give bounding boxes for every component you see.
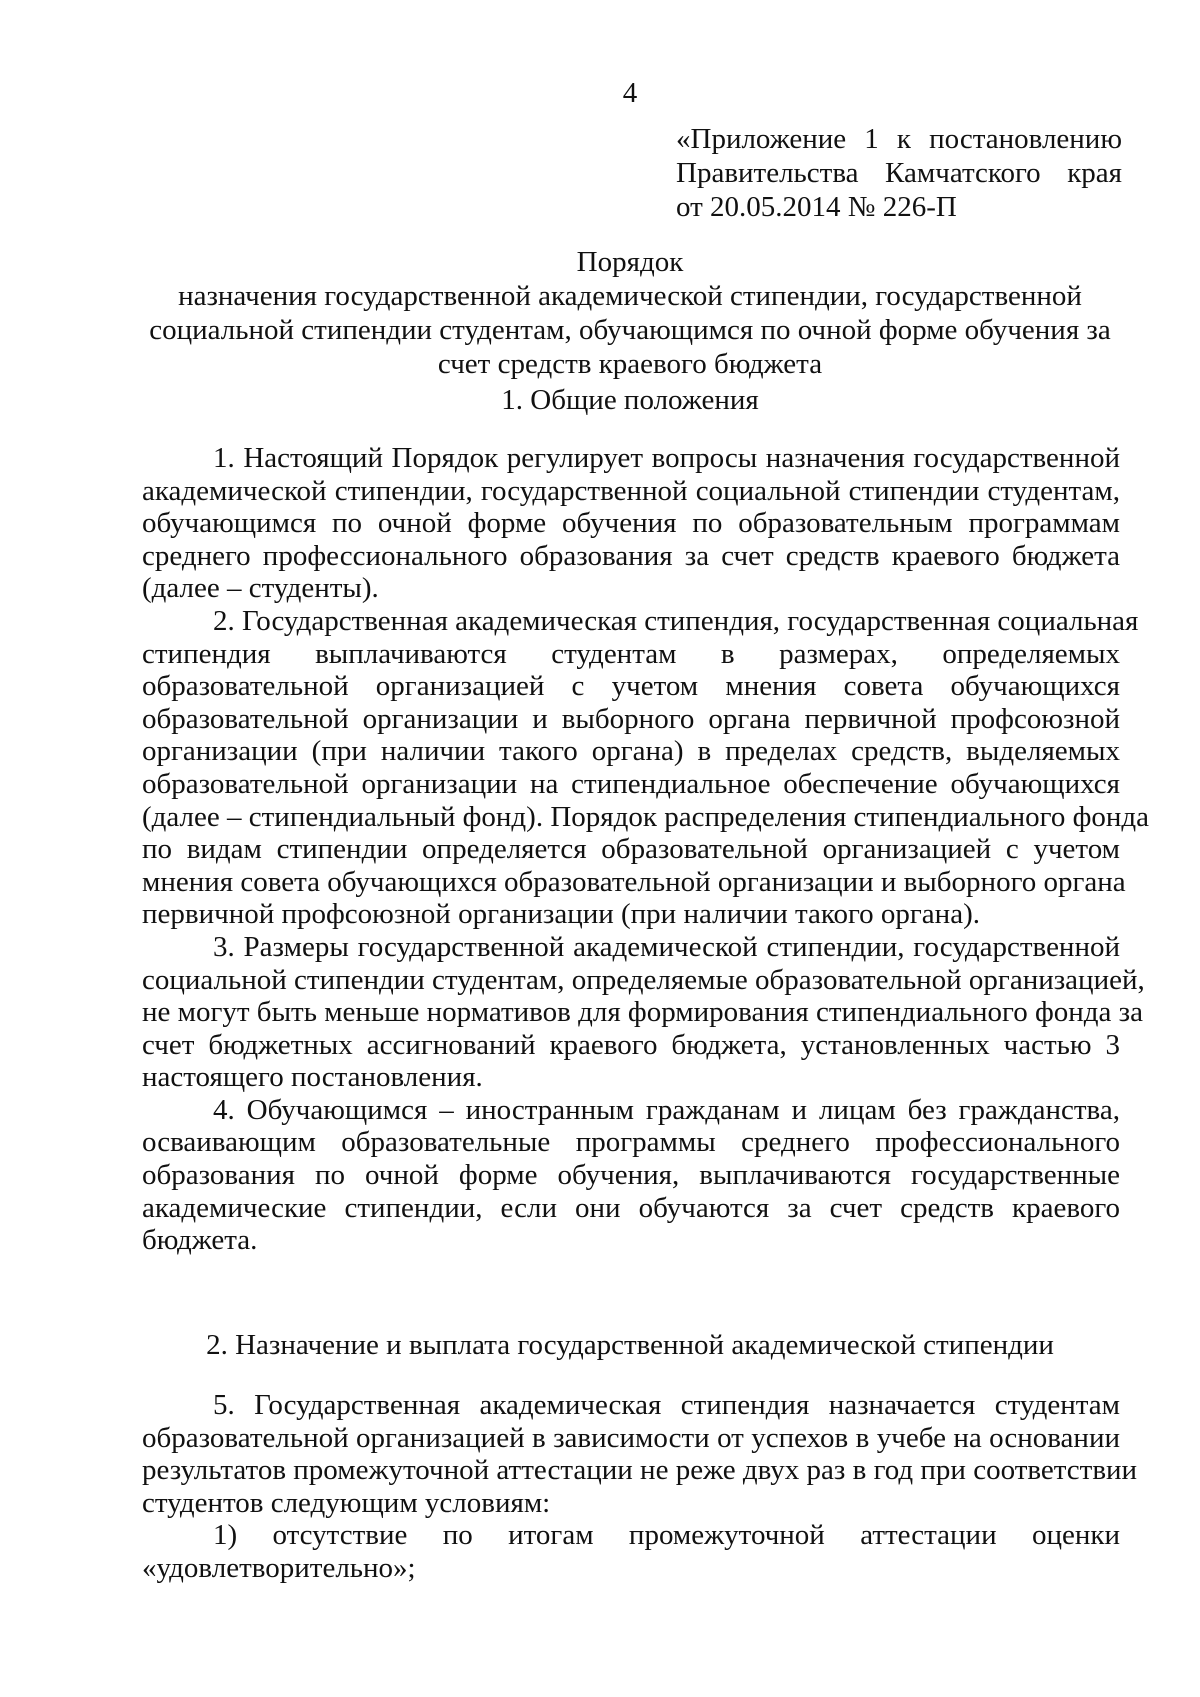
- paragraph-line: (далее – стипендиальный фонд). Порядок распределения стипендиального фонда: [142, 800, 1149, 833]
- paragraph-line: по видам стипендии определяется образовательной организацией с учетом: [142, 833, 1120, 866]
- paragraph-line: «удовлетворительно»;: [142, 1551, 416, 1584]
- paragraph-line: мнения совета обучающихся образовательной организации и выборного органа: [142, 865, 1126, 898]
- paragraph-line: организации (при наличии такого органа) в пределах средств, выделяемых: [142, 735, 1120, 768]
- paragraph-line: 1. Настоящий Порядок регулирует вопросы назначения государственной: [213, 442, 1120, 474]
- paragraph-line: 5. Государственная академическая стипендия назначается студентам: [213, 1389, 1120, 1421]
- paragraph-line: 2. Государственная академическая стипендия, государственная социальная: [213, 604, 1139, 637]
- appendix-line: от 20.05.2014 № 226-П: [676, 191, 957, 223]
- paragraph-line: бюджета.: [142, 1224, 258, 1257]
- appendix-line: Правительства Камчатского края: [676, 157, 1122, 189]
- paragraph-line: 3. Размеры государственной академической стипендии, государственной: [213, 930, 1120, 963]
- paragraph-line: образовательной организации и выборного органа первичной профсоюзной: [142, 702, 1120, 735]
- appendix-line: «Приложение 1 к постановлению: [676, 123, 1122, 155]
- paragraph-line: образования по очной форме обучения, выплачиваются государственные: [142, 1159, 1120, 1192]
- paragraph-line: результатов промежуточной аттестации не реже двух раз в год при соответствии: [142, 1454, 1138, 1487]
- section-2-body: [142, 1389, 1138, 1585]
- paragraph-line: настоящего постановления.: [142, 1061, 483, 1094]
- paragraph-line: среднего профессионального образования за счет средств краевого бюджета: [142, 539, 1120, 572]
- document-title: [140, 245, 1120, 381]
- paragraph-line: обучающимся по очной форме обучения по образовательным программам: [142, 507, 1120, 540]
- section-2-heading: 2. Назначение и выплата государственной академической стипендии: [206, 1329, 1054, 1361]
- title-line: назначения государственной академической стипендии, государственной: [178, 280, 1082, 312]
- paragraph-line: первичной профсоюзной организации (при наличии такого органа).: [142, 898, 980, 931]
- paragraph-line: академической стипендии, государственной социальной стипендии студентам,: [142, 474, 1120, 507]
- title-line: счет средств краевого бюджета: [437, 348, 823, 380]
- paragraph-line: образовательной организацией с учетом мнения совета обучающихся: [142, 670, 1120, 703]
- paragraph-line: образовательной организацией в зависимости от успехов в учебе на основании: [142, 1421, 1120, 1454]
- paragraph-line: (далее – студенты).: [142, 572, 379, 605]
- title-heading: Порядок: [576, 246, 684, 278]
- paragraph-line: осваивающим образовательные программы среднего профессионального: [142, 1126, 1120, 1159]
- section-1-heading: 1. Общие положения: [501, 384, 759, 416]
- paragraph-line: не могут быть меньше нормативов для формирования стипендиального фонда за: [142, 996, 1143, 1029]
- paragraph-line: 1) отсутствие по итогам промежуточной аттестации оценки: [213, 1519, 1120, 1552]
- title-line: социальной стипендии студентам, обучающимся по очной форме обучения за: [149, 314, 1111, 346]
- paragraph-line: студентов следующим условиям:: [142, 1486, 551, 1519]
- paragraph-line: счет бюджетных ассигнований краевого бюджета, установленных частью 3: [142, 1028, 1120, 1061]
- paragraph-line: образовательной организации на стипендиальное обеспечение обучающихся: [142, 767, 1120, 800]
- paragraph-line: академические стипендии, если они обучаются за счет средств краевого: [142, 1191, 1120, 1224]
- section-1-body: [142, 442, 1149, 1257]
- appendix-reference: [676, 122, 1122, 224]
- page-number: 4: [622, 77, 638, 109]
- paragraph-line: социальной стипендии студентам, определяемые образовательной организацией,: [142, 963, 1145, 996]
- paragraph-line: стипендия выплачиваются студентам в размерах, определяемых: [142, 637, 1120, 670]
- paragraph-line: 4. Обучающимся – иностранным гражданам и лицам без гражданства,: [213, 1093, 1120, 1126]
